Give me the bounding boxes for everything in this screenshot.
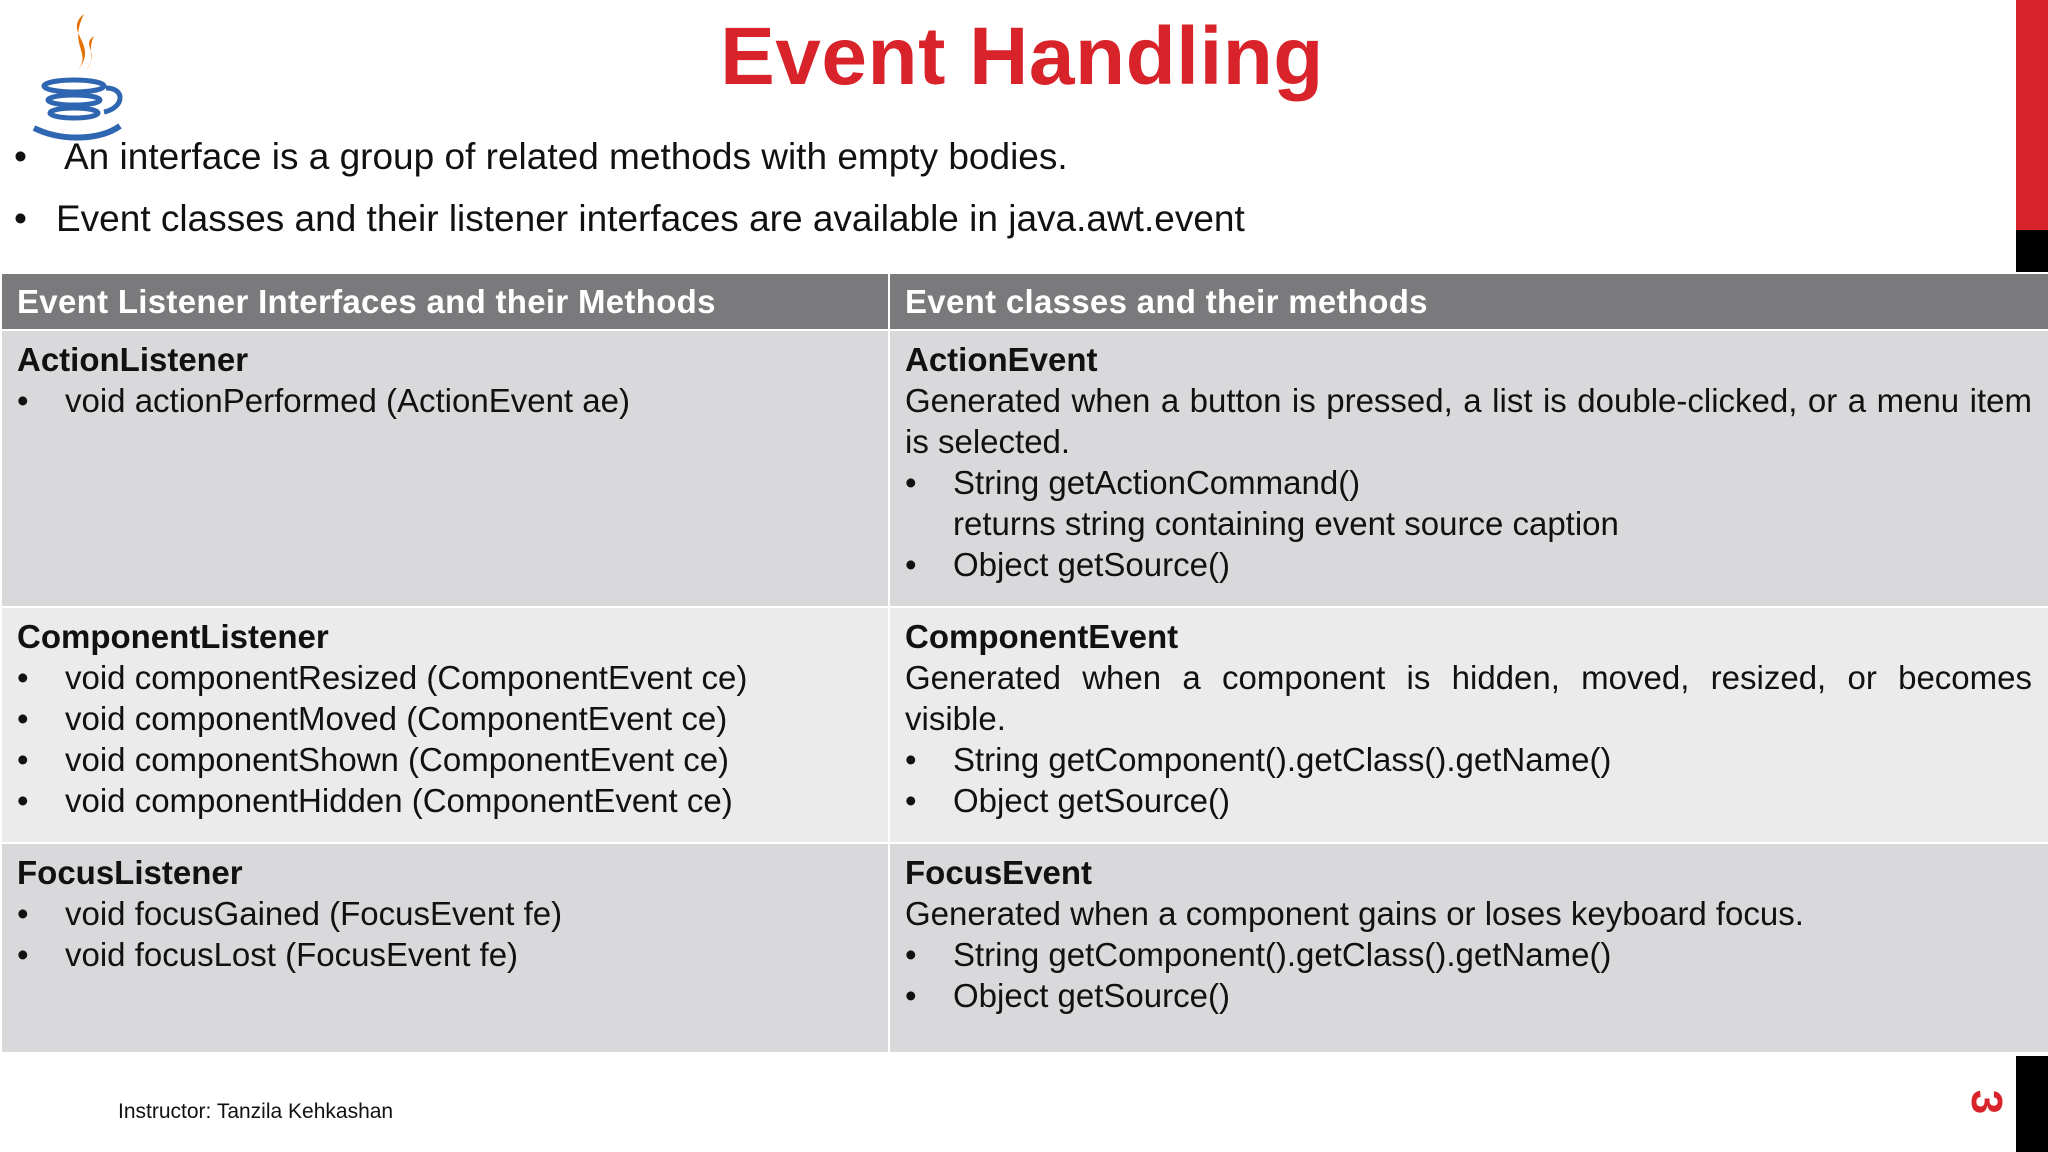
header-listeners: Event Listener Interfaces and their Methods xyxy=(1,273,889,330)
table-row xyxy=(1,607,2048,843)
listener-cell xyxy=(1,330,889,607)
listener-method: • void focusLost (FocusEvent fe) xyxy=(17,934,872,975)
listener-cell xyxy=(1,607,889,843)
listener-method: • void componentMoved (ComponentEvent ce) xyxy=(17,698,872,739)
event-table xyxy=(0,272,2048,1054)
listener-method: • void actionPerformed (ActionEvent ae) xyxy=(17,380,872,421)
event-method: • Object getSource() xyxy=(905,544,2032,585)
accent-bar-red xyxy=(2016,0,2048,230)
page-title: Event Handling xyxy=(720,11,1324,102)
event-method: • String getComponent().getClass().getName() xyxy=(905,934,2032,975)
table-header-row xyxy=(1,273,2048,330)
listener-name: ActionListener xyxy=(17,341,249,378)
event-description: Generated when a component gains or loses keyboard focus. xyxy=(905,895,1804,932)
event-method: • String getActionCommand() xyxy=(905,462,2032,503)
event-cell xyxy=(889,843,2048,1053)
event-method-note: returns string containing event source caption xyxy=(953,505,1619,542)
event-method: • Object getSource() xyxy=(905,975,2032,1016)
table-row xyxy=(1,330,2048,607)
listener-method: • void componentResized (ComponentEvent ce) xyxy=(17,657,872,698)
event-name: ComponentEvent xyxy=(905,618,1179,655)
accent-bar-black xyxy=(2016,230,2048,272)
listener-method: • void componentHidden (ComponentEvent ce) xyxy=(17,780,872,821)
intro-bullets xyxy=(14,136,1974,260)
event-method: • Object getSource() xyxy=(905,780,2032,821)
table-row xyxy=(1,843,2048,1053)
listener-method: • void componentShown (ComponentEvent ce) xyxy=(17,739,872,780)
event-name: FocusEvent xyxy=(905,854,1093,891)
event-description: Generated when a component is hidden, moved, resized, or becomes visible. xyxy=(905,659,2032,737)
event-method: • String getComponent().getClass().getName() xyxy=(905,739,2032,780)
event-name: ActionEvent xyxy=(905,341,1098,378)
intro-bullet: • An interface is a group of related methods with empty bodies. xyxy=(14,136,1068,177)
listener-name: ComponentListener xyxy=(17,618,329,655)
listener-method: • void focusGained (FocusEvent fe) xyxy=(17,893,872,934)
intro-bullet: • Event classes and their listener interfaces are available in java.awt.event xyxy=(14,198,1245,239)
footer-instructor: Instructor: Tanzila Kehkashan xyxy=(118,1100,394,1123)
event-cell xyxy=(889,330,2048,607)
event-cell xyxy=(889,607,2048,843)
listener-cell xyxy=(1,843,889,1053)
page-number: 3 xyxy=(1962,1089,2011,1115)
event-description: Generated when a button is pressed, a list is double-clicked, or a menu item is selected. xyxy=(905,382,2032,460)
accent-bar-black-bottom xyxy=(2016,1056,2048,1152)
header-events: Event classes and their methods xyxy=(889,273,2048,330)
listener-name: FocusListener xyxy=(17,854,243,891)
